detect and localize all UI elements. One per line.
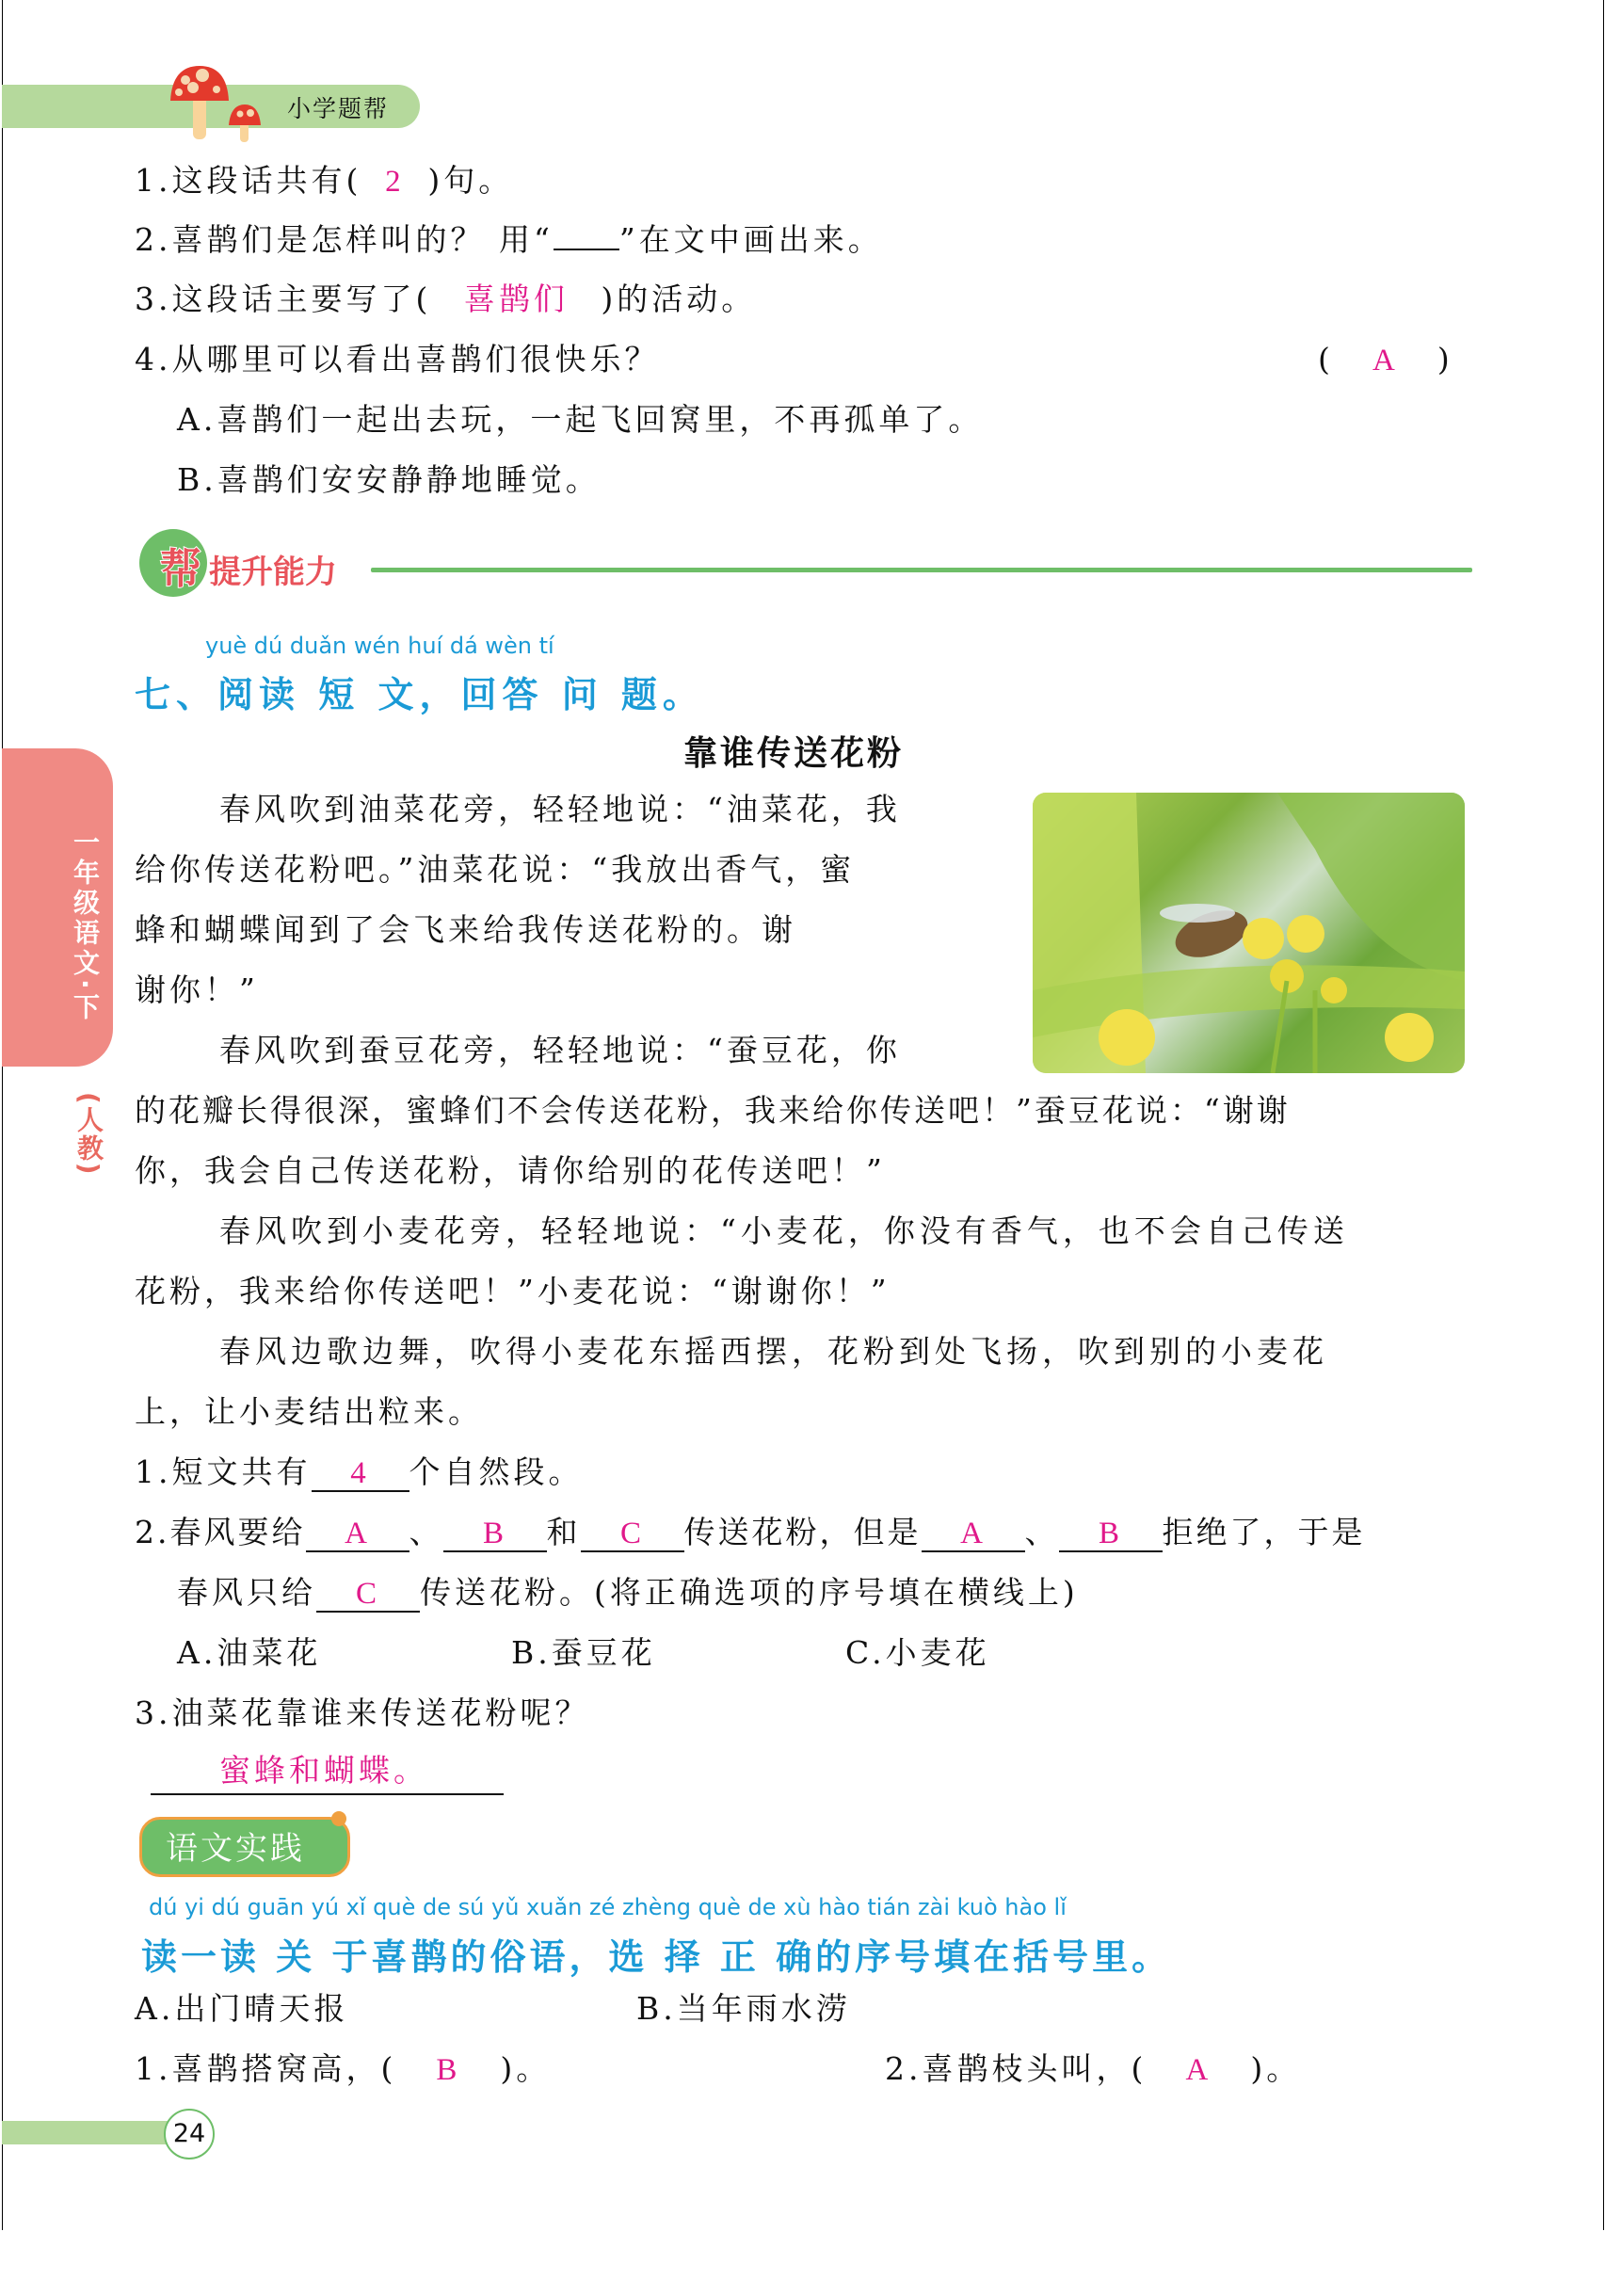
answer-bracket (1318, 341, 1453, 379)
option-a: A.出门晴天报 (135, 1990, 349, 2027)
mushroom-icon (165, 61, 278, 146)
bracket-open: ( (1318, 341, 1334, 377)
question-text: 传送花粉。(将正确选项的序号填在横线上) (420, 1574, 1079, 1611)
question-text: 和 (546, 1514, 581, 1550)
footer-bar (2, 2121, 171, 2144)
answer-text: 蜜蜂和蝴蝶。 (219, 1755, 428, 1789)
question-3: 3.油菜花靠谁来传送花粉呢？ (135, 1694, 590, 1731)
page-number: 24 (164, 2109, 215, 2160)
answer-blank: C (316, 1577, 420, 1613)
question-text: 春风只给 (177, 1574, 316, 1611)
answer-blank: C (581, 1517, 684, 1552)
question-text: 传送花粉，但是 (683, 1514, 922, 1550)
passage-line: 春风吹到蚕豆花旁，轻轻地说：“蚕豆花，你 (219, 1032, 901, 1068)
passage-line: 给你传送花粉吧。”油菜花说：“我放出香气，蜜 (135, 851, 856, 888)
answer-underline (151, 1793, 504, 1795)
section-badge-char: 帮 (160, 545, 201, 593)
answer-text: 喜鹊们 (463, 283, 569, 317)
question-text: 、 (1024, 1514, 1059, 1550)
question-text: )。 (500, 2050, 552, 2087)
question-1 (135, 162, 513, 201)
practice-title: 读一读 关 于喜鹊的俗语，选 择 正 确的序号填在括号里。 (141, 1936, 1172, 1978)
section-title: 提升能力 (209, 554, 337, 591)
option-c: C.小麦花 (845, 1634, 990, 1671)
question-text: ”在文中画出来。 (618, 221, 883, 258)
passage-line: 春风吹到油菜花旁，轻轻地说：“油菜花，我 (219, 791, 901, 827)
section-divider (371, 568, 1472, 572)
exercise-pinyin: yuè dú duǎn wén huí dá wèn tí (205, 633, 554, 659)
answer-blank: A (922, 1517, 1025, 1552)
passage-line: 上，让小麦结出粒来。 (135, 1393, 483, 1430)
bee-flower-photo (1033, 793, 1465, 1073)
practice-question-2 (885, 2050, 1301, 2089)
page-border-right (1603, 0, 1604, 2230)
question-text: 2.喜鹊枝头叫，( (885, 2050, 1148, 2087)
underline-blank (554, 249, 619, 250)
question-text: 、 (409, 1514, 443, 1550)
brand-title: 小学题帮 (287, 95, 390, 122)
question-text: 3.这段话主要写了( (135, 281, 432, 317)
answer-blank: B (1059, 1517, 1163, 1552)
passage-line: 谢你！” (135, 971, 259, 1008)
question-4: 4.从哪里可以看出喜鹊们很快乐？ (135, 341, 660, 377)
grade-label: 一年级语文·下 (70, 828, 101, 1023)
passage-line: 春风吹到小麦花旁，轻轻地说：“小麦花，你没有香气，也不会自己传送 (219, 1212, 1349, 1249)
option-b: B.喜鹊们安安静静地睡觉。 (177, 461, 601, 498)
question-text: 拒绝了，于是 (1162, 1514, 1366, 1550)
question-text: )句。 (427, 162, 514, 199)
question-text: 2.喜鹊们是怎样叫的？ 用“ (135, 221, 554, 258)
question-2 (135, 1514, 1366, 1552)
question-text: 个自然段。 (409, 1453, 584, 1490)
practice-question-1 (135, 2050, 551, 2089)
publisher-label: (人教) (73, 1092, 104, 1177)
passage-line: 蜂和蝴蝶闻到了会飞来给我传送花粉的。谢 (135, 911, 796, 948)
question-text: 2.春风要给 (135, 1514, 306, 1550)
answer-text: B (436, 2053, 461, 2087)
option-a: A.油菜花 (177, 1634, 322, 1671)
question-text: 1.喜鹊搭窝高，( (135, 2050, 397, 2087)
passage-line: 春风边歌边舞，吹得小麦花东摇西摆，花粉到处飞扬，吹到别的小麦花 (219, 1333, 1328, 1370)
practice-badge-label: 语文实践 (166, 1830, 305, 1868)
question-text: )的活动。 (601, 281, 757, 317)
answer-blank: 4 (312, 1456, 409, 1492)
answer-text: A (1185, 2053, 1212, 2087)
page-border-left (2, 0, 3, 2230)
answer-blank: A (306, 1517, 409, 1552)
passage-line: 的花瓣长得很深，蜜蜂们不会传送花粉，我来给你传送吧！”蚕豆花说：“谢谢 (135, 1092, 1291, 1129)
question-1 (135, 1453, 584, 1492)
story-title: 靠谁传送花粉 (683, 734, 905, 773)
answer-text: A (1372, 344, 1399, 377)
question-text: )。 (1250, 2050, 1302, 2087)
question-text: 1.这段话共有( (135, 162, 362, 199)
option-b: B.蚕豆花 (511, 1634, 656, 1671)
answer-text: 2 (385, 165, 405, 199)
bracket-close: ) (1436, 341, 1453, 377)
badge-decoration (331, 1811, 346, 1826)
option-b: B.当年雨水涝 (636, 1990, 851, 2027)
passage-line: 花粉，我来给你传送吧！”小麦花说：“谢谢你！” (135, 1273, 891, 1309)
passage-line: 你，我会自己传送花粉，请你给别的花传送吧！” (135, 1152, 886, 1189)
answer-blank: B (443, 1517, 547, 1552)
exercise-title: 七、阅读 短 文，回答 问 题。 (135, 674, 704, 715)
option-a: A.喜鹊们一起出去玩，一起飞回窝里，不再孤单了。 (177, 401, 984, 438)
question-2-continued (177, 1574, 1079, 1613)
question-3 (135, 281, 756, 319)
question-2 (135, 221, 883, 259)
practice-pinyin: dú yi dú guān yú xǐ què de sú yǔ xuǎn zé zhèng què de xù hào tián zài kuò hào lǐ (149, 1894, 1067, 1920)
question-text: 1.短文共有 (135, 1453, 312, 1490)
